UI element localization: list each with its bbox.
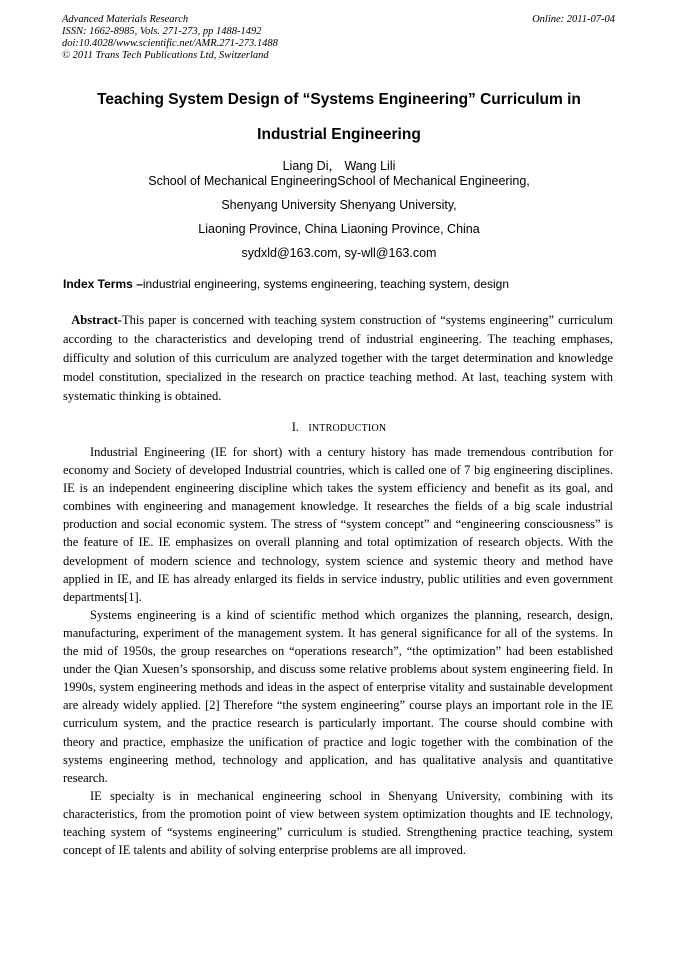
copyright-line: © 2011 Trans Tech Publications Ltd, Switzerland	[62, 50, 269, 61]
paper-title-line-2: Industrial Engineering	[257, 126, 421, 143]
doi-line: doi:10.4028/www.scientific.net/AMR.271-273.1488	[62, 38, 278, 49]
issn-line: ISSN: 1662-8985, Vols. 271-273, pp 1488-1492	[62, 26, 262, 37]
section-heading	[40, 420, 638, 435]
paragraph: Systems engineering is a kind of scientific method which organizes the planning, research, design, manufacturing, experiment of the management system. It has general significance for all of the systems. In the mid of 1950s, the group researches on “operations research”, “the optimization” had been established under the Qian Xuesen’s sponsorship, and discuss some relative problems about system engineering field. In 1990s, system engineering methods and ideas in the aspect of enterprise vitality and sustainable development are already widely applied. [2] Therefore “the system engineering” course plays an important role in the IE curriculum system, and the practice research is particularly important. The course should combine with theory and practice, emphasize the unification of practice and logic together with the combination of the systems engineering method, technology and application, and has qualitative analysis and quantitative research.	[63, 607, 613, 785]
paragraph: Industrial Engineering (IE for short) with a century history has made tremendous contribution for economy and Society of developed Industrial countries, which is called one of 7 big engineering disciplines. IE is an independent engineering discipline which takes the system efficiency and benefit as its goal, and combines with engineering and management knowledge. It researches the fields of a big scale industrial production and social economic system. The stress of “system concept” and “engineering consciousness” is the feature of IE. IE emphasizes on overall planning and total optimization of research objects. With the development of modern science and technology, system science and systemic theory and method have applied in IE, and IE has already enlarged its fields in service industry, public utilities and even government departments[1].	[63, 445, 613, 604]
journal-header	[62, 14, 278, 62]
paper-title-line-1: Teaching System Design of “Systems Engineering” Curriculum in	[97, 91, 581, 108]
online-date: Online: 2011-07-04	[532, 14, 615, 25]
introduction-body	[63, 443, 613, 859]
journal-name: Advanced Materials Research	[62, 14, 189, 25]
section-title: INTRODUCTION	[308, 423, 387, 434]
index-terms	[63, 277, 623, 291]
abstract-label: Abstract-	[71, 313, 122, 327]
index-terms-label: Index Terms –	[63, 277, 143, 291]
index-terms-text: industrial engineering, systems engineering, teaching system, design	[142, 277, 510, 291]
paragraph: IE specialty is in mechanical engineering school in Shenyang University, combining with its characteristics, from the promotion point of view between system optimization thoughts and IE technology, teaching system of “systems engineering” curriculum is studied. Strengthening practice teaching, system concept of IE talents and ability of solving enterprise problems are all improved.	[63, 788, 613, 858]
affiliation-line-3: Liaoning Province, China Liaoning Province, China	[198, 222, 480, 236]
author-names: Liang Di， Wang Lili	[282, 159, 396, 173]
abstract-text: This paper is concerned with teaching system construction of “systems engineering” curriculum according to the characteristics and developing trend of industrial engineering. The teaching emphases, difficulty and solution of this curriculum are analyzed together with the target determination and knowledge model constitution, specialized in the research on practice teaching method. At last, teaching system with systematic thinking is obtained.	[63, 313, 613, 403]
abstract	[63, 311, 613, 406]
section-numeral: I.	[291, 420, 299, 434]
affiliation-line-2: Shenyang University Shenyang University,	[221, 198, 457, 212]
author-emails: sydxld@163.com, sy-wll@163.com	[241, 246, 437, 260]
affiliation-line-1: School of Mechanical EngineeringSchool of Mechanical Engineering,	[148, 174, 530, 188]
